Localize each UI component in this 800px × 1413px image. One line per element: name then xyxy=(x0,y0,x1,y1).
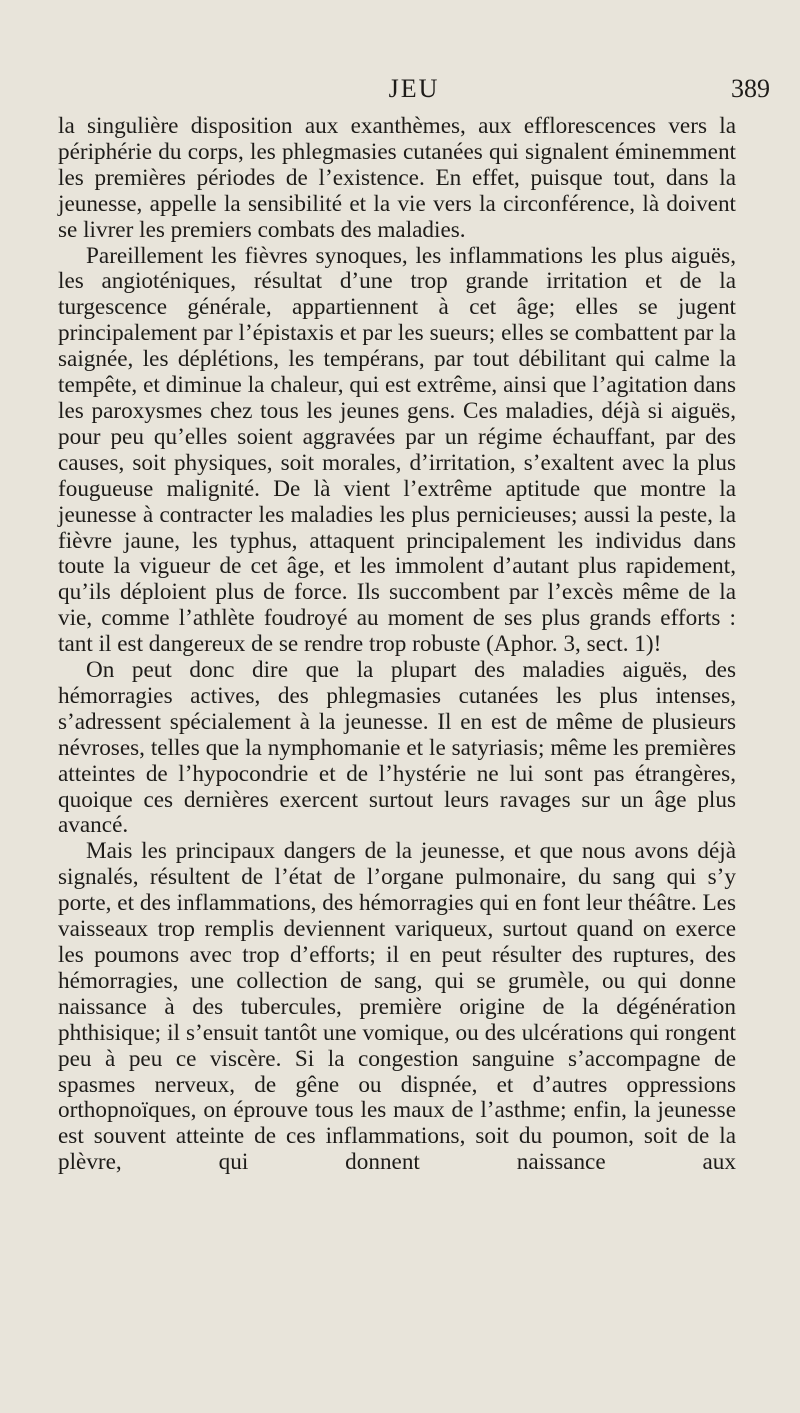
body-text xyxy=(58,114,736,1176)
paragraph: Mais les principaux dangers de la jeunesse, et que nous avons déjà signalés, résultent de l’état de l’organe pulmonaire, du sang qui s’y porte, et des inflammations, des hémorragies qui en font leur théâtre. Les vaisseaux trop remplis deviennent variqueux, surtout quand on exerce les poumons avec trop d’efforts; il en peut résulter des ruptures, des hémorragies, une collection de sang, qui se grumèle, ou qui donne naissance à des tubercules, première origine de la dégénération phthisique; il s’ensuit tantôt une vomique, ou des ulcérations qui rongent peu à peu ce viscère. Si la congestion sanguine s’accompagne de spasmes nerveux, de gêne ou dispnée, et d’autres oppressions orthopnoïques, on éprouve tous les maux de l’asthme; enfin, la jeunesse est souvent atteinte de ces inflammations, soit du poumon, soit de la plèvre, qui donnent naissance aux xyxy=(58,838,736,1176)
page-number: 389 xyxy=(731,74,770,103)
page-header xyxy=(58,74,770,108)
paragraph: On peut donc dire que la plupart des maladies aiguës, des hémorragies actives, des phlegmasies cutanées les plus intenses, s’adressent spécialement à la jeunesse. Il en est de même de plusieurs névroses, telles que la nymphomanie et le satyriasis; même les premières atteintes de l’hypocondrie et de l’hystérie ne lui sont pas étrangères, quoique ces dernières exercent surtout leurs ravages sur un âge plus avancé. xyxy=(58,657,736,839)
paragraph: Pareillement les fièvres synoques, les inflammations les plus aiguës, les angioténiques, résultat d’une trop grande irritation et de la turgescence générale, appartiennent à cet âge; elles se jugent principalement par l’épistaxis et par les sueurs; elles se combattent par la saignée, les déplétions, les tempérans, par tout débilitant qui calme la tempête, et diminue la chaleur, qui est extrême, ainsi que l’agitation dans les paroxysmes chez tous les jeunes gens. Ces maladies, déjà si aiguës, pour peu qu’elles soient aggravées par un régime échauffant, par des causes, soit physiques, soit morales, d’irritation, s’exaltent avec la plus fougueuse malignité. De là vient l’extrême aptitude que montre la jeunesse à contracter les maladies les plus pernicieuses; aussi la peste, la fièvre jaune, les typhus, attaquent principalement les individus dans toute la vigueur de cet âge, et les immolent d’autant plus rapidement, qu’ils déploient plus de force. Ils succombent par l’excès même de la vie, comme l’athlète foudroyé au moment de ses plus grands efforts : tant il est dangereux de se rendre trop robuste (Aphor. 3, sect. 1)! xyxy=(58,242,736,658)
paragraph: la singulière disposition aux exanthèmes, aux efflorescences vers la périphérie du corps, les phlegmasies cutanées qui signalent éminemment les premières périodes de l’existence. En effet, puisque tout, dans la jeunesse, appelle la sensibilité et la vie vers la circonférence, là doivent se livrer les premiers combats des maladies. xyxy=(58,113,736,243)
running-head: JEU xyxy=(388,74,440,103)
